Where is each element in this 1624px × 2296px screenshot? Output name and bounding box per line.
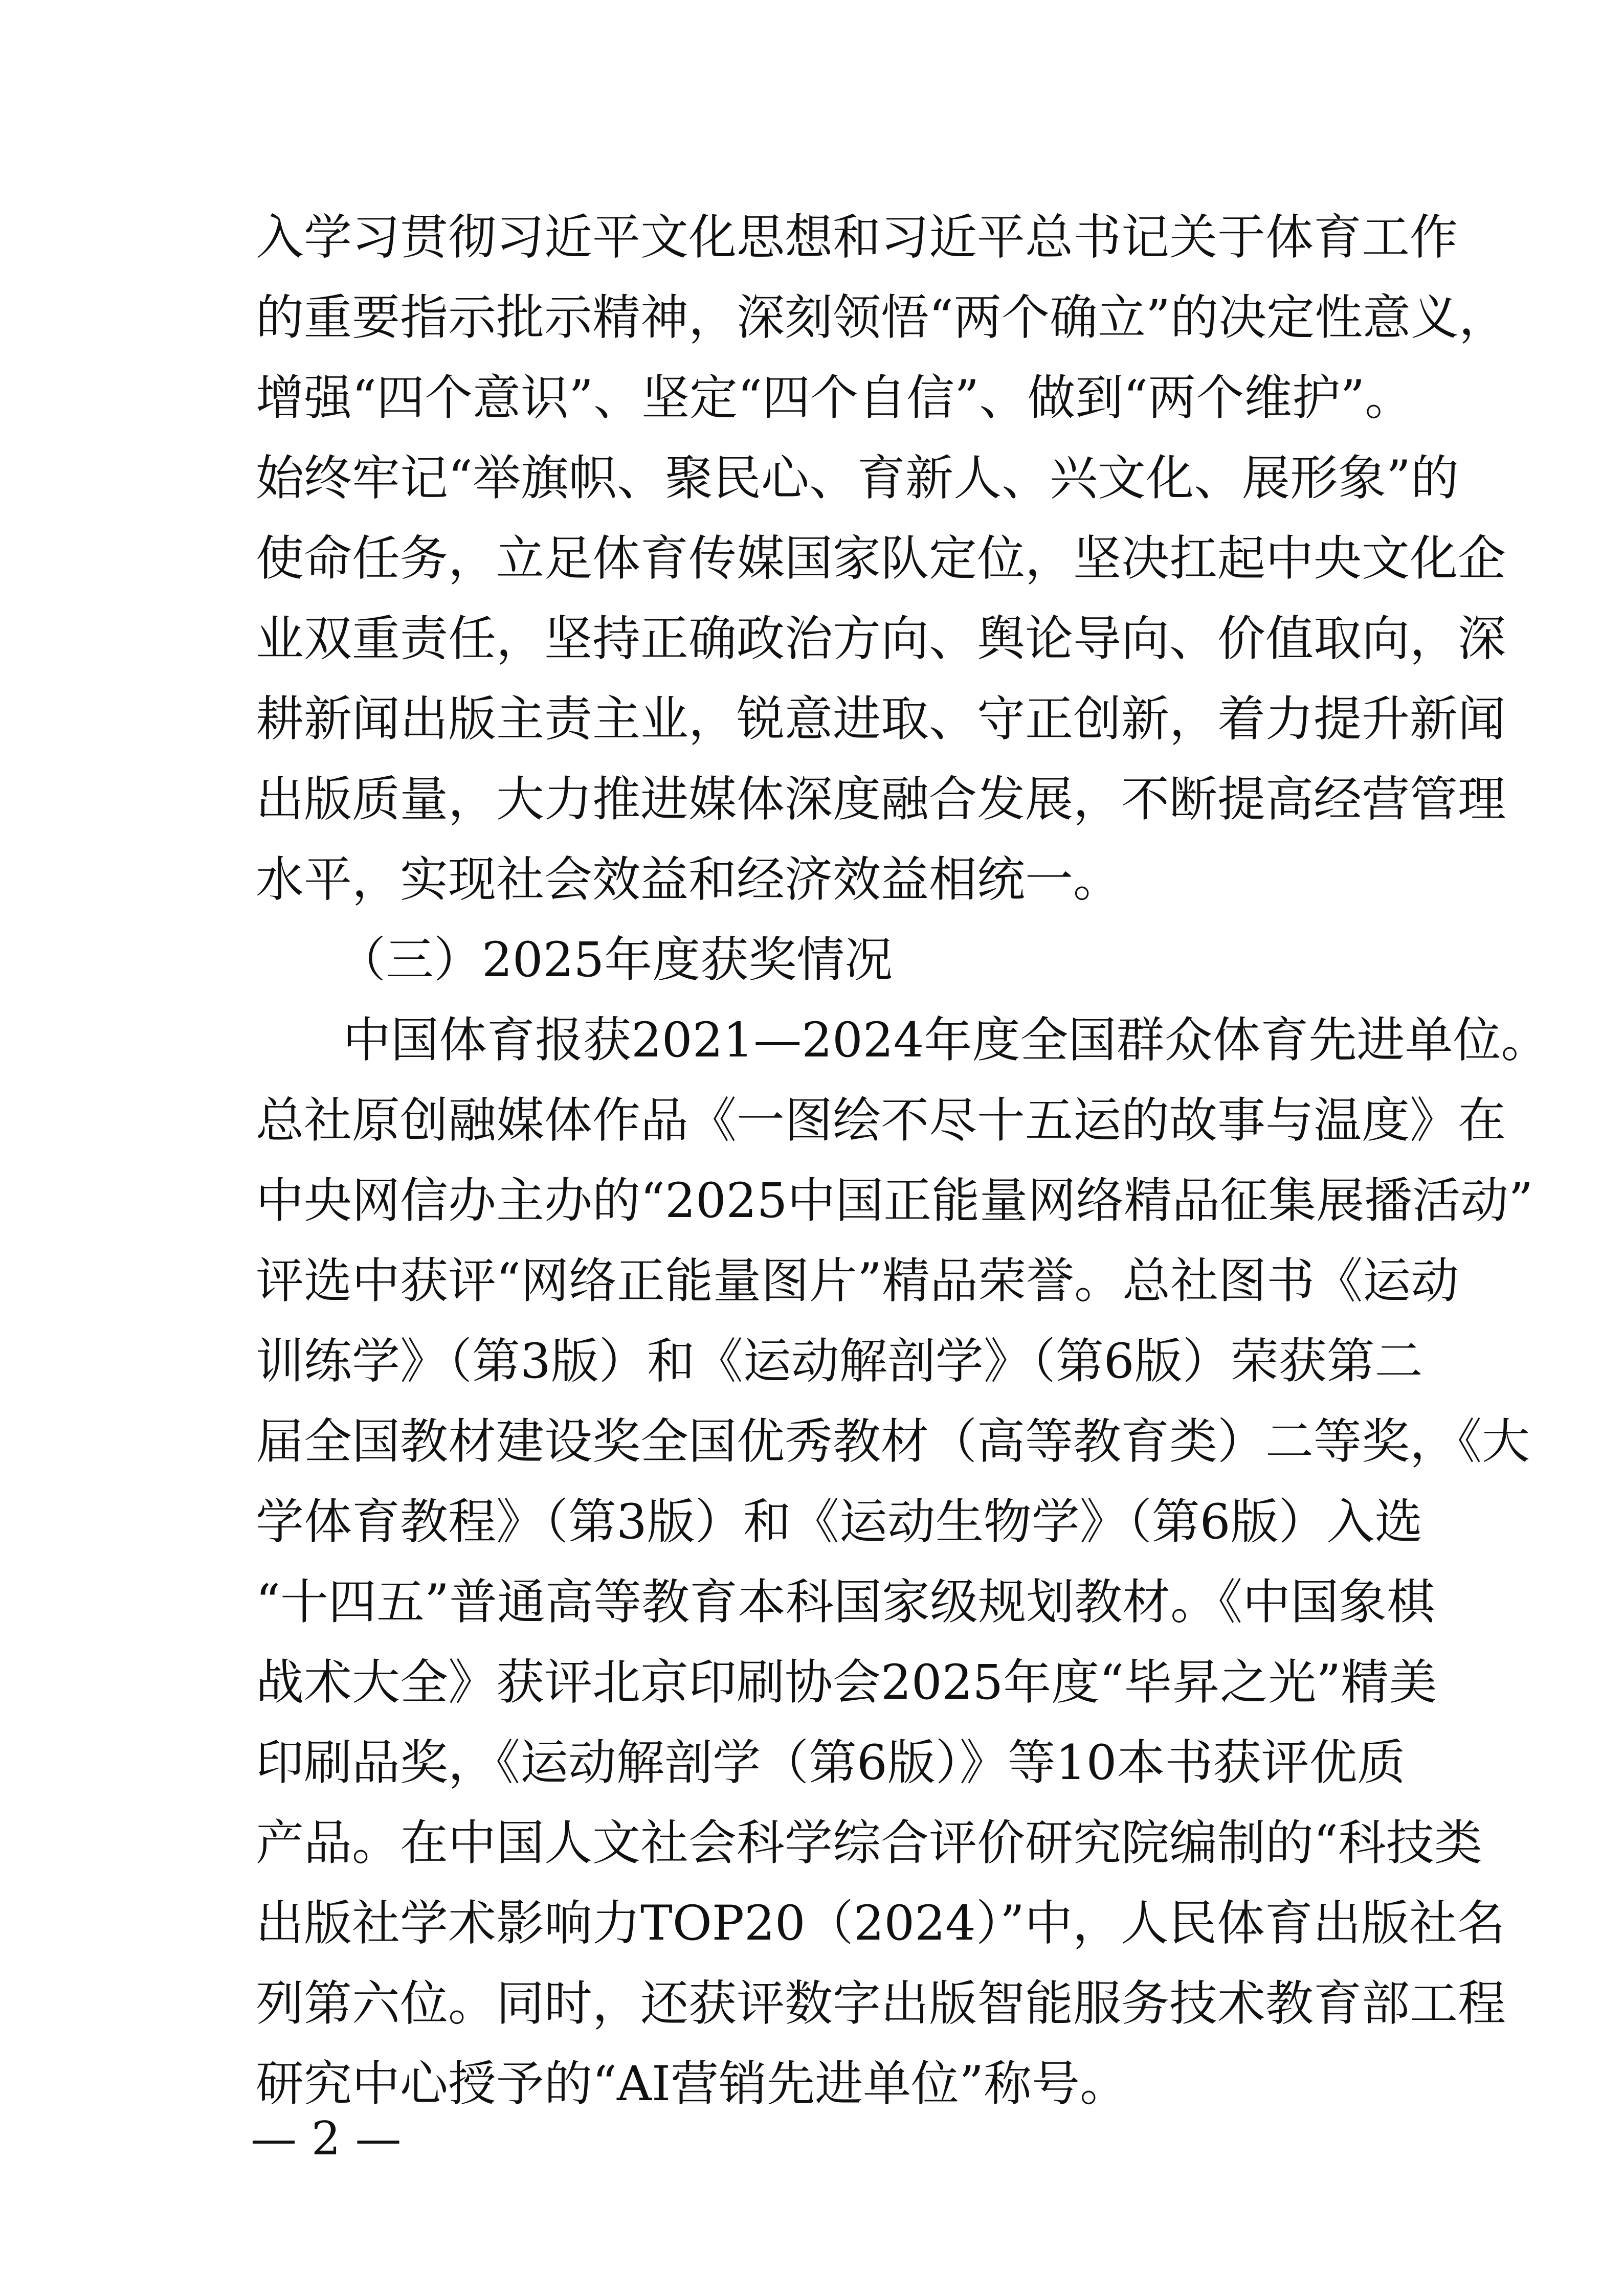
paragraph-line: 中央网信办主办的“2025中国正能量网络精品征集展播活动” xyxy=(256,1173,1533,1229)
paragraph-line: 战术大全》获评北京印刷协会2025年度“毕昇之光”精美 xyxy=(256,1655,1437,1710)
paragraph-line: 列第六位。同时，还获评数字出版智能服务技术教育部工程 xyxy=(256,1976,1506,2032)
paragraph-line: 印刷品奖，《运动解剖学（第6版）》等10本书获评优质 xyxy=(256,1735,1406,1791)
paragraph-line: 出版社学术影响力TOP20（2024）”中，人民体育出版社名 xyxy=(256,1896,1505,1951)
paragraph-line: 入学习贯彻习近平文化思想和习近平总书记关于体育工作 xyxy=(256,210,1458,265)
paragraph-line: 中国体育报获2021—2024年度全国群众体育先进单位。 xyxy=(343,1012,1549,1068)
paragraph-line: 使命任务，立足体育传媒国家队定位，坚决扛起中央文化企 xyxy=(256,531,1506,587)
paragraph-line: 出版质量，大力推进媒体深度融合发展，不断提高经营管理 xyxy=(256,772,1506,827)
paragraph-line: 耕新闻出版主责主业，锐意进取、守正创新，着力提升新闻 xyxy=(256,691,1506,747)
section-heading: （三）2025年度获奖情况 xyxy=(338,932,893,988)
paragraph-line: 的重要指示批示精神，深刻领悟“两个确立”的决定性意义， xyxy=(256,290,1507,346)
paragraph-line: 届全国教材建设奖全国优秀教材（高等教育类）二等奖，《大 xyxy=(256,1414,1530,1470)
page-number: — 2 — xyxy=(251,2112,402,2166)
paragraph-line: 产品。在中国人文社会科学综合评价研究院编制的“科技类 xyxy=(256,1815,1483,1871)
paragraph-line: 学体育教程》（第3版）和《运动生物学》（第6版）入选 xyxy=(256,1494,1423,1550)
paragraph-line: 总社原创融媒体作品《一图绘不尽十五运的故事与温度》在 xyxy=(256,1093,1506,1149)
paragraph-line: “十四五”普通高等教育本科国家级规划教材。《中国象棋 xyxy=(256,1574,1435,1630)
paragraph-line: 训练学》（第3版）和《运动解剖学》（第6版）荣获第二 xyxy=(256,1334,1423,1389)
paragraph-line: 增强“四个意识”、坚定“四个自信”、做到“两个维护”。 xyxy=(256,370,1413,426)
paragraph-line: 始终牢记“举旗帜、聚民心、育新人、兴文化、展形象”的 xyxy=(256,451,1459,506)
paragraph-line: 研究中心授予的“AI营销先进单位”称号。 xyxy=(256,2056,1128,2112)
paragraph-line: 业双重责任，坚持正确政治方向、舆论导向、价值取向，深 xyxy=(256,611,1506,667)
paragraph-line: 评选中获评“网络正能量图片”精品荣誉。总社图书《运动 xyxy=(256,1253,1459,1309)
paragraph-line: 水平，实现社会效益和经济效益相统一。 xyxy=(256,852,1122,908)
